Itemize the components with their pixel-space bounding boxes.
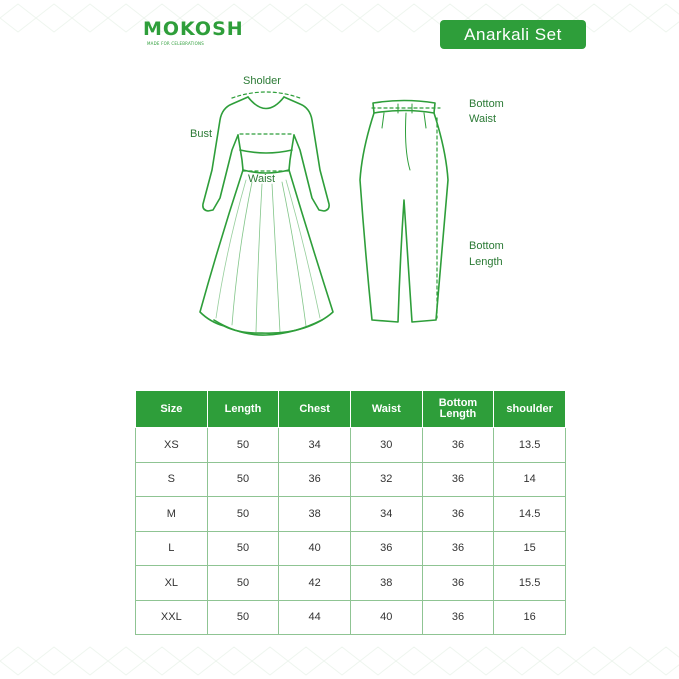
label-sholder: Sholder [243,75,281,87]
cell-bottom-length: 36 [422,462,494,497]
cell-chest: 40 [279,531,351,566]
cell-length: 50 [207,497,279,532]
product-title: Anarkali Set [464,24,562,44]
cell-chest: 36 [279,462,351,497]
cell-waist: 34 [350,497,422,532]
cell-waist: 38 [350,566,422,601]
cell-shoulder: 16 [494,600,566,635]
header-shoulder: shoulder [494,391,566,428]
cell-length: 50 [207,531,279,566]
cell-size: M [136,497,208,532]
cell-bottom-length: 36 [422,566,494,601]
cell-bottom-length: 36 [422,600,494,635]
anarkali-dress-drawing [200,97,333,335]
bottom-trousers-drawing [360,101,448,323]
cell-length: 50 [207,566,279,601]
label-bottom-length-line2: Length [469,256,503,268]
cell-size: S [136,462,208,497]
header-length: Length [207,391,279,428]
cell-shoulder: 15.5 [494,566,566,601]
cell-chest: 42 [279,566,351,601]
label-bottom-waist-line1: Bottom [469,98,504,110]
cell-length: 50 [207,428,279,463]
table-row [136,531,566,566]
table-row [136,428,566,463]
table-row [136,462,566,497]
cell-size: XXL [136,600,208,635]
label-waist: Waist [248,173,276,185]
header-size: Size [136,391,208,428]
label-bottom-waist-line2: Waist [469,113,497,125]
cell-bottom-length: 36 [422,497,494,532]
cell-waist: 32 [350,462,422,497]
cell-chest: 34 [279,428,351,463]
cell-shoulder: 15 [494,531,566,566]
cell-size: XS [136,428,208,463]
cell-size: L [136,531,208,566]
cell-waist: 30 [350,428,422,463]
cell-waist: 36 [350,531,422,566]
cell-size: XL [136,566,208,601]
cell-bottom-length: 36 [422,428,494,463]
label-bust: Bust [190,128,213,140]
cell-length: 50 [207,462,279,497]
cell-shoulder: 13.5 [494,428,566,463]
cell-bottom-length: 36 [422,531,494,566]
header-bottom-length: Bottom Length [422,391,494,428]
table-row [136,566,566,601]
header-waist: Waist [350,391,422,428]
table-row [136,497,566,532]
header-chest: Chest [279,391,351,428]
cell-shoulder: 14.5 [494,497,566,532]
brand-name: MOKOSH [143,18,244,40]
cell-shoulder: 14 [494,462,566,497]
cell-chest: 38 [279,497,351,532]
cell-waist: 40 [350,600,422,635]
cell-chest: 44 [279,600,351,635]
size-chart-table [135,390,566,635]
brand-tagline: MADE FOR CELEBRATIONS [147,41,204,46]
cell-length: 50 [207,600,279,635]
size-chart-header-row [136,391,566,428]
decorative-pattern-bottom [0,643,679,679]
label-bottom-length-line1: Bottom [469,240,504,252]
table-row [136,600,566,635]
